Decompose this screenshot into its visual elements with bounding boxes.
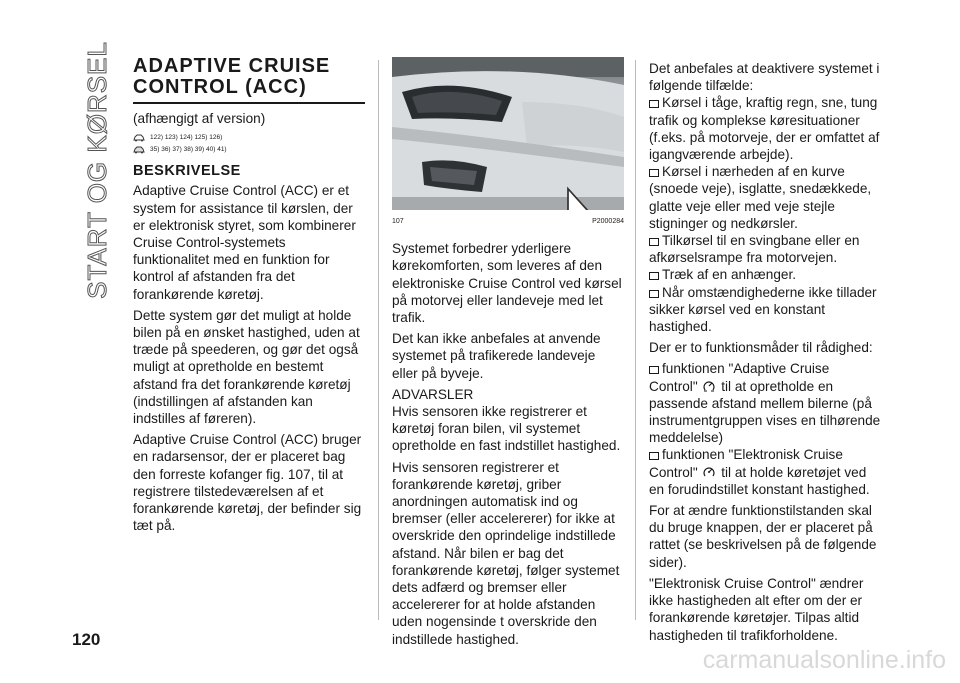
paragraph: Det kan ikke anbefales at anvende systemet på trafikerede landeveje eller på byveje. xyxy=(392,331,601,381)
bullet-box-icon xyxy=(649,290,659,298)
list-item: Træk af en anhænger. xyxy=(649,266,881,283)
column-divider xyxy=(378,60,379,620)
paragraph: Adaptive Cruise Control (ACC) bruger en radarsensor, der er placeret bag den forreste kofanger fig. 107, til at registrere tilstedeværelsen af et forankørende køretøj, der befinder sig tæt på. xyxy=(133,432,362,534)
bullet-box-icon xyxy=(649,366,659,374)
paragraph: For at ændre funktionstilstanden skal du bruge knappen, der er placeret på rattet (se beskrivelsen på de følgende sider). xyxy=(649,503,877,570)
cruise-control-icon xyxy=(703,466,715,478)
bullet-box-icon xyxy=(649,100,659,108)
car-warning-icon xyxy=(133,133,145,142)
title-rule xyxy=(133,102,365,104)
adaptive-cruise-icon xyxy=(703,380,715,392)
version-references-row: 35) 36) 37) 38) 39) 40) 41) xyxy=(133,143,365,155)
car-front-illustration xyxy=(392,57,624,210)
bullet-box-icon xyxy=(649,272,659,280)
paragraph: Der er to funktionsmåder til rådighed: xyxy=(649,340,873,356)
subsection-title: BESKRIVELSE xyxy=(133,163,241,180)
paragraph: "Elektronisk Cruise Control" ændrer ikke hastigheden alt efter om der er forankørende køretøjer. Tilpas altid hastigheden til trafikforholdene. xyxy=(649,575,864,643)
column-3 xyxy=(649,60,881,648)
list-item: funktionen "Adaptive Cruise Control" til at opretholde en passende afstand mellem bilerne (på instrumentgruppen vises en tilhørende meddelelse) xyxy=(649,361,881,446)
list-item: Tilkørsel til en svingbane eller en afkørselsrampe fra motorvejen. xyxy=(649,233,860,266)
paragraph: Systemet forbedrer yderligere kørekomforten, som leveres af den elektroniske Cruise Control ved kørsel på motorvej eller landeveje med let trafik. xyxy=(392,241,622,326)
paragraph: Dette system gør det muligt at holde bilen på en ønsket hastighed, uden at træde på speederen, og gør det også muligt at opretholde en bestemt afstand fra det forankørende køretøj (indstillingen af afstanden kan indstilles af føreren). xyxy=(133,307,360,427)
warning-label: ADVARSLER xyxy=(392,386,474,402)
version-references-row: 122) 123) 124) 125) 126) xyxy=(133,131,365,143)
section-title: ADAPTIVE CRUISE CONTROL (ACC) xyxy=(133,55,331,98)
paragraph: Hvis sensoren ikke registrerer et køretøj foran bilen, vil systemet opretholde en fast indstillet hastighed. xyxy=(392,404,621,454)
paragraph: Adaptive Cruise Control (ACC) er et system for assistance til kørslen, der er elektronisk styret, som kombinerer Cruise Control-systemets funktionalitet med en funktion for kontrol af afstanden fra det forankørende køretøj. xyxy=(133,183,356,302)
chapter-side-title: START OG KØRSEL xyxy=(82,41,112,299)
list-item: Når omstændighederne ikke tillader sikker kørsel ved en konstant hastighed. xyxy=(649,284,877,335)
bullet-box-icon xyxy=(649,452,659,460)
figure-code: P2000284 xyxy=(592,218,624,225)
figure-number: 107 xyxy=(392,218,404,225)
version-note: (afhængigt af version) xyxy=(133,111,266,126)
column-divider xyxy=(635,60,636,620)
car-note-icon xyxy=(133,145,145,154)
list-item: funktionen "Elektronisk Cruise Control" til at holde køretøjet ved en forudindstillet konstant hastighed. xyxy=(649,447,870,497)
bullet-box-icon xyxy=(649,169,659,177)
list-item: Kørsel i nærheden af en kurve (snoede veje), isglatte, snedækkede, glatte veje eller med veje stejle stigninger og nedkørsler. xyxy=(649,164,872,231)
paragraph: Hvis sensoren registrerer et forankørende køretøj, griber anordningen automatisk ind og bremser (eller accelererer) for ikke at overskride den oprindelige indstillede afstand. Når bilen er bag det forankørende køretøj, følger systemet dets adfærd og bremser eller accelererer for at holde afstanden uden nogensinde t overskride den indstillede hastighed. xyxy=(392,459,620,647)
paragraph: Det anbefales at deaktivere systemet i følgende tilfælde: xyxy=(649,61,880,94)
column-1 xyxy=(133,52,365,538)
footer-watermark: carmanualsonline.info xyxy=(702,646,946,674)
car-front-figure xyxy=(392,57,624,210)
bullet-box-icon xyxy=(649,238,659,246)
column-2 xyxy=(392,57,624,652)
figure-caption xyxy=(392,213,624,230)
list-item: Kørsel i tåge, kraftig regn, sne, tung trafik og komplekse køresituationer (f.eks. på motorveje, der er omfattet af igangværende arbejde). xyxy=(649,95,880,163)
page-number: 120 xyxy=(72,630,101,649)
